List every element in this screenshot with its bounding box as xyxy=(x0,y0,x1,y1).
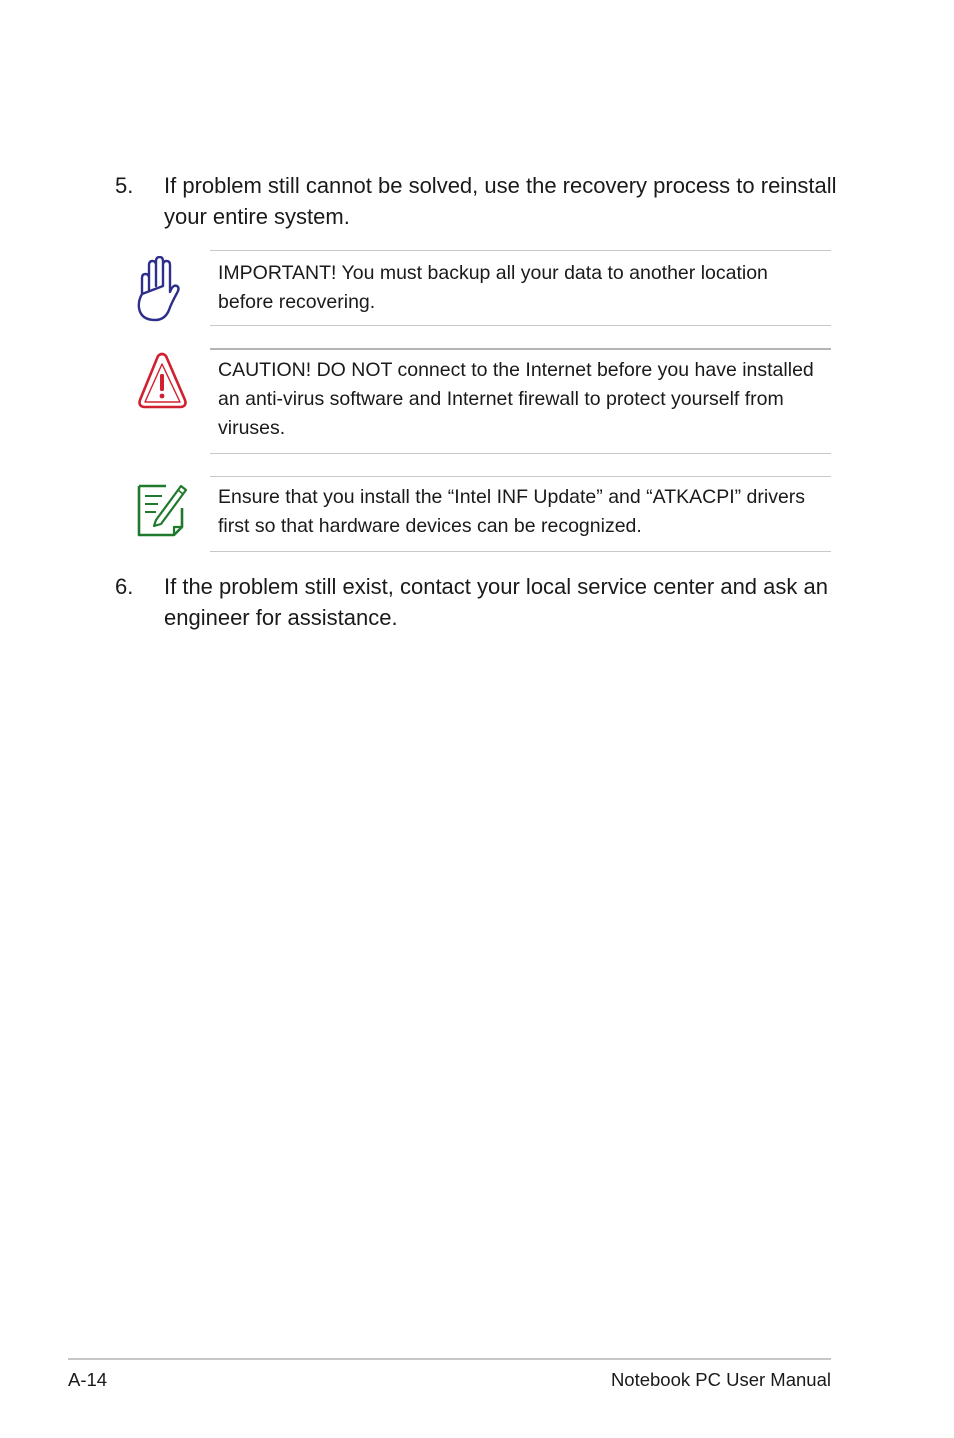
page-number: A-14 xyxy=(68,1369,108,1390)
footer-divider xyxy=(68,1358,831,1360)
info-note-text: Ensure that you install the “Intel INF Update” and “ATKACPI” drivers first so that hardware devices can be recognized. xyxy=(218,486,806,537)
manual-title: Notebook PC User Manual xyxy=(610,1369,831,1390)
caution-note xyxy=(210,348,831,454)
important-note-text: IMPORTANT! You must backup all your data to another location before recovering. xyxy=(218,262,768,313)
raised-hand-icon xyxy=(133,256,183,329)
caution-note-text: CAUTION! DO NOT connect to the Internet before you have installed an anti-virus software and Internet firewall to protect yourself from viruses. xyxy=(218,359,814,439)
step-number: 6. xyxy=(115,574,134,599)
step-number: 5. xyxy=(115,173,134,198)
important-note xyxy=(210,250,831,326)
step-text: If problem still cannot be solved, use the recovery process to reinstall your entire system. xyxy=(164,173,837,229)
warning-triangle-icon xyxy=(136,352,188,417)
note-pencil-icon xyxy=(136,480,188,543)
info-note xyxy=(210,476,831,552)
step-text: If the problem still exist, contact your local service center and ask an engineer for assistance. xyxy=(164,574,828,630)
